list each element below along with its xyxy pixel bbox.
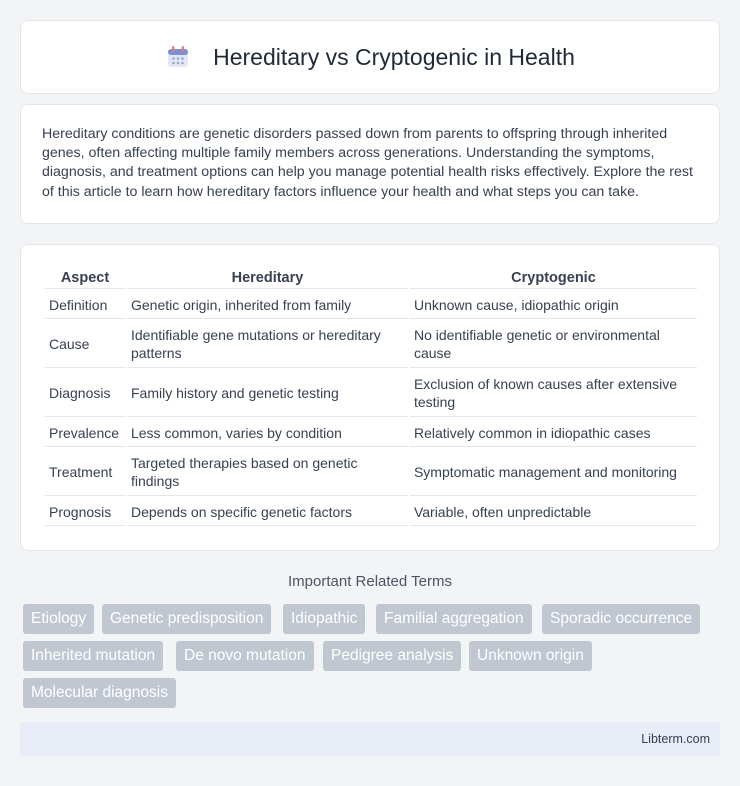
- column-header-hereditary: Hereditary: [127, 267, 408, 289]
- table-cell-cryptogenic: No identifiable genetic or environmental cause: [410, 321, 697, 368]
- term-tag-etiology[interactable]: Etiology: [23, 604, 94, 634]
- table-row: [45, 498, 697, 526]
- table-row: [45, 291, 697, 319]
- term-tag-genetic-predisposition[interactable]: Genetic predisposition: [102, 604, 271, 634]
- table-cell-aspect: Cause: [45, 321, 125, 368]
- related-terms-heading: Important Related Terms: [288, 573, 452, 590]
- term-tag-unknown-origin[interactable]: Unknown origin: [469, 641, 592, 671]
- term-tag-pedigree-analysis[interactable]: Pedigree analysis: [323, 641, 461, 671]
- table-cell-hereditary: Targeted therapies based on genetic findings: [127, 449, 408, 496]
- table-row: [45, 419, 697, 447]
- intro-card: [20, 104, 720, 224]
- term-tag-de-novo-mutation[interactable]: De novo mutation: [176, 641, 314, 671]
- page-title: Hereditary vs Cryptogenic in Health: [213, 43, 575, 70]
- table-cell-hereditary: Depends on specific genetic factors: [127, 498, 408, 526]
- table-cell-cryptogenic: Unknown cause, idiopathic origin: [410, 291, 697, 319]
- table-cell-aspect: Prognosis: [45, 498, 125, 526]
- table-row: [45, 370, 697, 417]
- table-cell-cryptogenic: Exclusion of known causes after extensive testing: [410, 370, 697, 417]
- table-cell-aspect: Treatment: [45, 449, 125, 496]
- comparison-card: [20, 244, 720, 551]
- table-cell-cryptogenic: Variable, often unpredictable: [410, 498, 697, 526]
- table-cell-hereditary: Identifiable gene mutations or hereditary patterns: [127, 321, 408, 368]
- column-header-cryptogenic: Cryptogenic: [410, 267, 697, 289]
- footer: [20, 722, 720, 756]
- table-header-row: [45, 267, 697, 289]
- term-tag-familial-aggregation[interactable]: Familial aggregation: [376, 604, 532, 634]
- term-tag-molecular-diagnosis[interactable]: Molecular diagnosis: [23, 678, 176, 708]
- term-tag-sporadic-occurrence[interactable]: Sporadic occurrence: [542, 604, 700, 634]
- calendar-icon: [165, 44, 191, 70]
- table-cell-hereditary: Family history and genetic testing: [127, 370, 408, 417]
- footer-site-link[interactable]: Libterm.com: [641, 732, 710, 746]
- table-cell-aspect: Prevalence: [45, 419, 125, 447]
- table-cell-hereditary: Less common, varies by condition: [127, 419, 408, 447]
- table-row: [45, 321, 697, 368]
- table-row: [45, 449, 697, 496]
- table-cell-cryptogenic: Symptomatic management and monitoring: [410, 449, 697, 496]
- table-cell-hereditary: Genetic origin, inherited from family: [127, 291, 408, 319]
- table-cell-aspect: Definition: [45, 291, 125, 319]
- table-cell-cryptogenic: Relatively common in idiopathic cases: [410, 419, 697, 447]
- column-header-aspect: Aspect: [45, 267, 125, 289]
- term-tag-idiopathic[interactable]: Idiopathic: [283, 604, 365, 634]
- intro-text: Hereditary conditions are genetic disorders passed down from parents to offspring through inherited genes, often affecting multiple family members across generations. Understanding the symptoms, diagnosis, and treatment options can help you manage potential health risks effectively. Explore the rest of this article to learn how hereditary factors influence your health and what steps you can take.: [42, 126, 693, 200]
- term-tag-inherited-mutation[interactable]: Inherited mutation: [23, 641, 163, 671]
- table-cell-aspect: Diagnosis: [45, 370, 125, 417]
- header-card: [20, 20, 720, 94]
- comparison-table: [43, 265, 699, 528]
